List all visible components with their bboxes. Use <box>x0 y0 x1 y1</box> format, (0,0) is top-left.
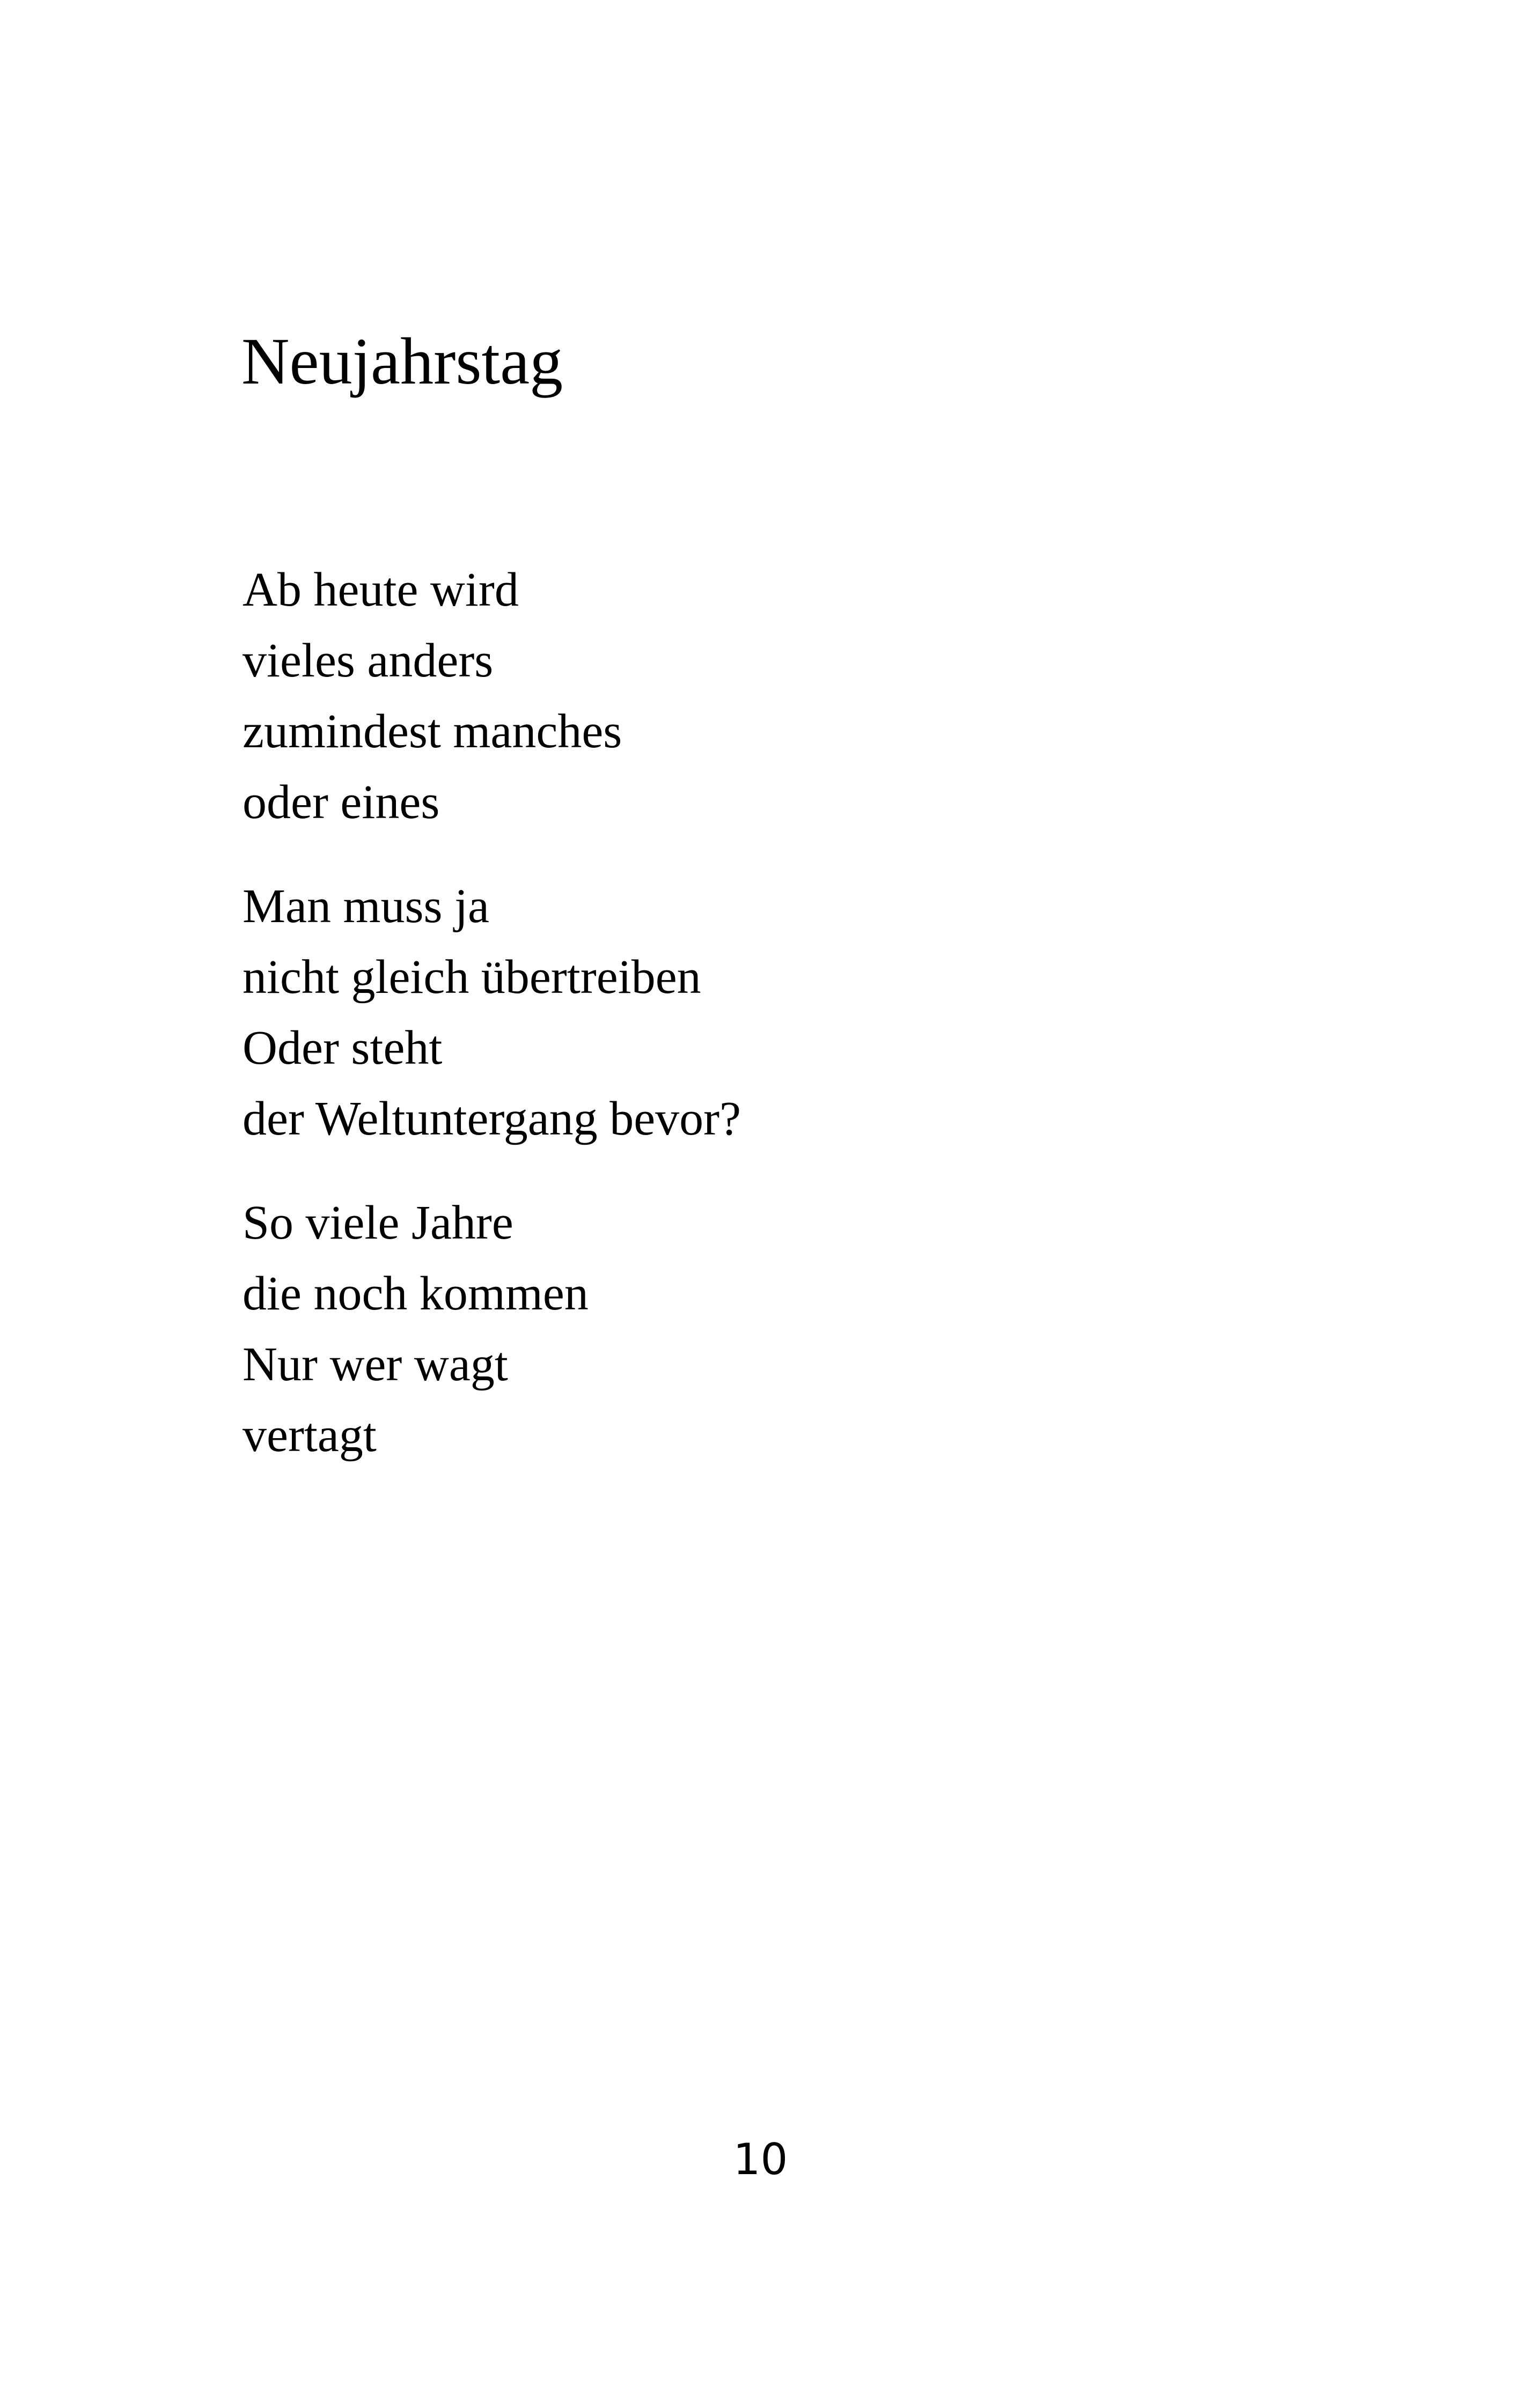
poem-stanza <box>243 555 741 838</box>
poem-line: nicht gleich übertreiben <box>243 951 701 1004</box>
poem-line: Ab heute wird <box>243 563 519 616</box>
poem <box>243 555 741 1471</box>
page-title: Neujahrstag <box>241 325 563 398</box>
poem-stanza <box>243 871 741 1154</box>
poem-line: vertagt <box>243 1409 377 1462</box>
poem-stanza <box>243 1188 741 1471</box>
poem-line: So viele Jahre <box>243 1196 513 1249</box>
poem-line: Man muss ja <box>243 880 489 933</box>
poem-line: Nur wer wagt <box>243 1338 508 1391</box>
poem-line: oder eines <box>243 776 440 829</box>
poem-line: Oder steht <box>243 1021 443 1074</box>
poem-line: der Weltuntergang bevor? <box>243 1092 741 1145</box>
page-number: 10 <box>733 2134 788 2184</box>
poem-line: zumindest manches <box>243 705 622 758</box>
poem-line: vieles anders <box>243 634 494 687</box>
poem-line: die noch kommen <box>243 1267 589 1320</box>
